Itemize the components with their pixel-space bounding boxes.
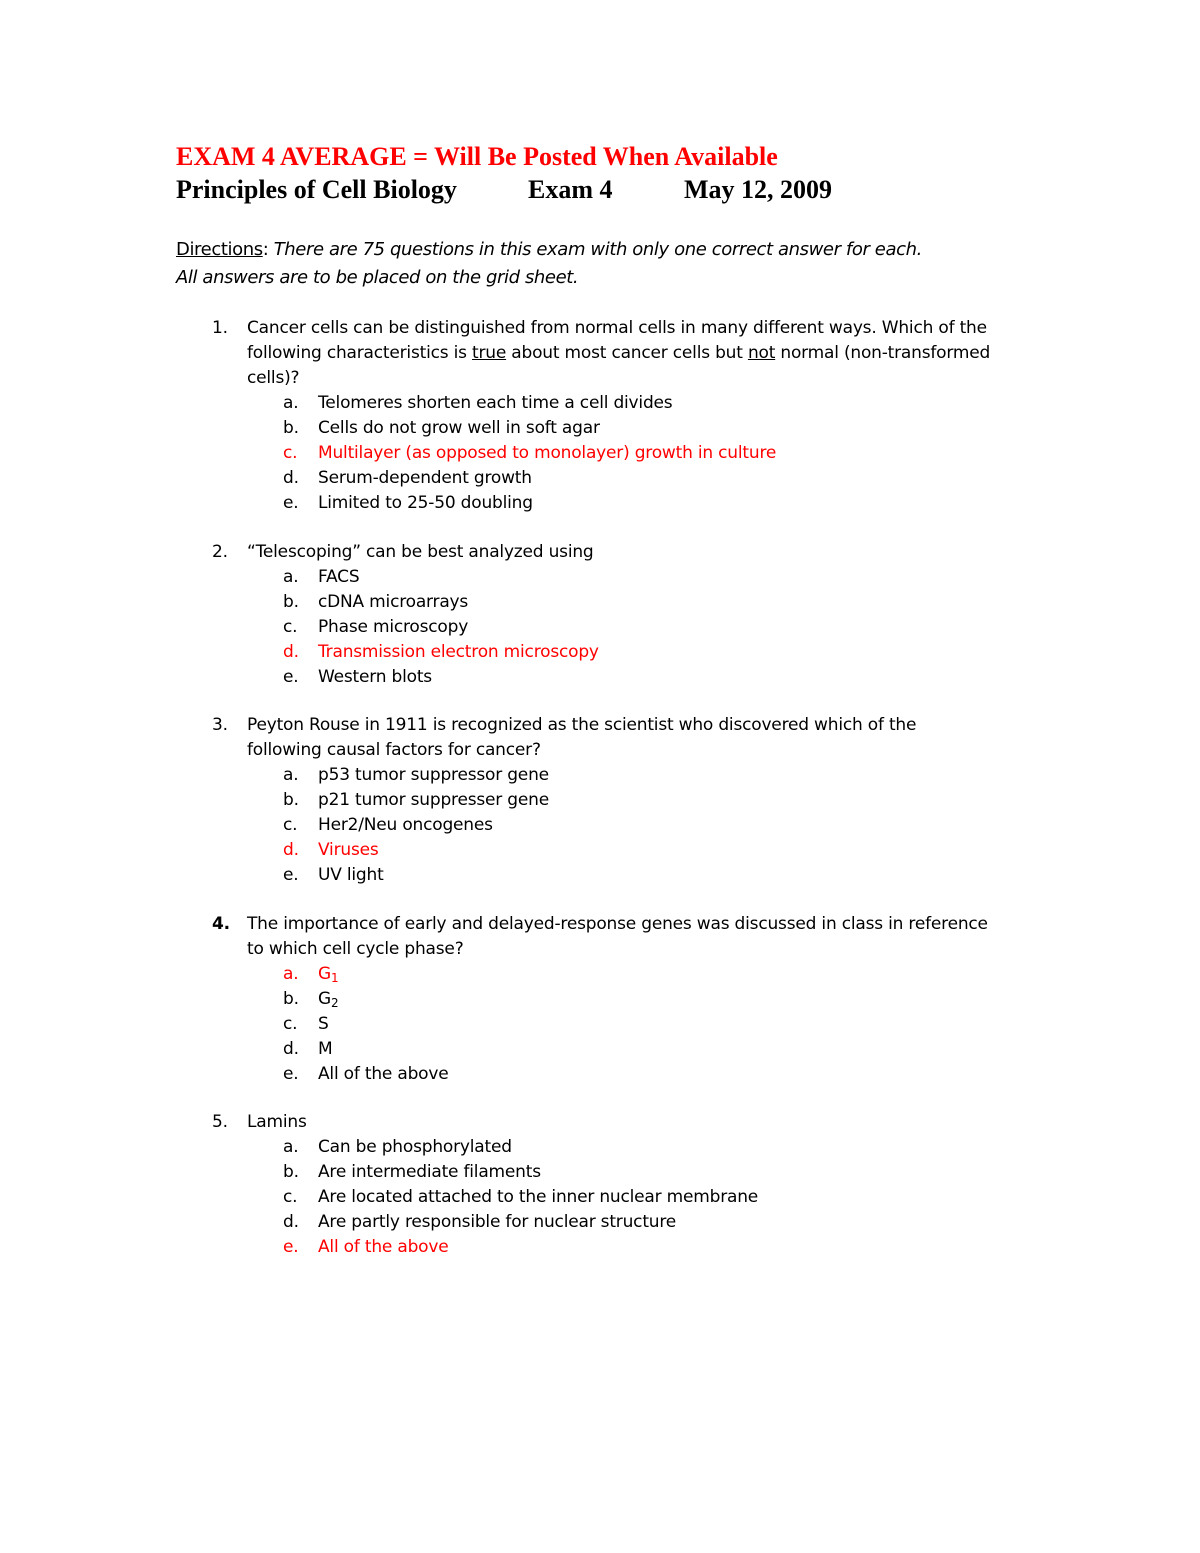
question-text — [247, 713, 916, 763]
option-text-main: Multilayer (as opposed to monolayer) growth in culture — [318, 443, 777, 463]
question-text-line — [247, 316, 990, 341]
exam-title-line — [176, 173, 1076, 207]
emphasis-text: not — [747, 343, 776, 363]
option-text — [318, 590, 468, 615]
option-text-main: S — [318, 1014, 329, 1034]
option-text — [318, 441, 776, 466]
answer-option — [0, 763, 1200, 788]
question-text-line — [247, 540, 594, 565]
question-text-part: Cancer cells can be distinguished from normal cells in many different ways. Which of the — [247, 318, 987, 338]
answer-option — [0, 565, 1200, 590]
option-text-main: Western blots — [318, 667, 432, 687]
option-text — [318, 391, 672, 416]
option-subscript: 2 — [330, 996, 339, 1010]
question-text-line — [247, 1110, 307, 1135]
option-text-main: G — [318, 964, 331, 984]
answer-option — [0, 665, 1200, 690]
answer-option — [0, 1135, 1200, 1160]
question-number: 5. — [212, 1112, 228, 1132]
option-text — [318, 763, 549, 788]
option-letter: e. — [283, 667, 299, 687]
option-text — [318, 1135, 512, 1160]
option-letter: e. — [283, 1064, 299, 1084]
option-text — [318, 863, 384, 888]
option-text-main: Telomeres shorten each time a cell divides — [318, 393, 673, 413]
answer-option — [0, 416, 1200, 441]
option-letter: c. — [283, 815, 298, 835]
answer-option-correct — [0, 838, 1200, 863]
question-number: 2. — [212, 542, 228, 562]
answer-option-correct — [0, 1235, 1200, 1260]
exam-number: Exam 4 — [528, 175, 613, 204]
option-text — [318, 491, 533, 516]
option-letter: c. — [283, 1014, 298, 1034]
answer-option-correct — [0, 640, 1200, 665]
exam-date: May 12, 2009 — [684, 175, 833, 204]
option-text — [318, 466, 532, 491]
option-text-main: M — [318, 1039, 333, 1059]
emphasis-text: true — [472, 343, 507, 363]
option-text — [318, 665, 432, 690]
directions-line-1 — [176, 236, 1056, 264]
option-letter: a. — [283, 964, 299, 984]
option-letter: b. — [283, 1162, 299, 1182]
question-text-line — [247, 366, 990, 391]
course-title: Principles of Cell Biology — [176, 175, 457, 204]
option-text-main: Serum-dependent growth — [318, 468, 532, 488]
option-letter: b. — [283, 418, 299, 438]
answer-options — [0, 391, 1200, 516]
question-text-part: normal (non-transformed — [775, 343, 991, 363]
answer-option — [0, 1062, 1200, 1087]
question-text-line — [247, 713, 916, 738]
option-letter: c. — [283, 443, 298, 463]
option-text — [318, 416, 600, 441]
question-text-line — [247, 912, 988, 937]
option-letter: b. — [283, 790, 299, 810]
option-text — [318, 1235, 449, 1260]
question-text-part: following characteristics is — [247, 343, 472, 363]
option-text-main: Transmission electron microscopy — [318, 642, 599, 662]
question-number: 3. — [212, 715, 228, 735]
answer-option — [0, 1185, 1200, 1210]
question-text-line — [247, 341, 990, 366]
option-text — [318, 1185, 758, 1210]
option-text — [318, 813, 493, 838]
option-letter: d. — [283, 1212, 299, 1232]
answer-option — [0, 615, 1200, 640]
answer-options — [0, 565, 1200, 690]
option-text — [318, 838, 379, 863]
option-text-main: Cells do not grow well in soft agar — [318, 418, 600, 438]
option-text — [318, 962, 338, 987]
answer-option — [0, 590, 1200, 615]
question-text-part: to which cell cycle phase? — [247, 939, 464, 959]
option-letter: a. — [283, 765, 299, 785]
option-text-main: Her2/Neu oncogenes — [318, 815, 493, 835]
question-number: 4. — [212, 914, 230, 934]
option-subscript: 1 — [330, 971, 339, 985]
directions-label: Directions — [176, 239, 263, 260]
option-text-main: All of the above — [318, 1237, 449, 1257]
option-text — [318, 615, 468, 640]
question-text-line — [247, 937, 988, 962]
question-number: 1. — [212, 318, 228, 338]
option-text-main: Are located attached to the inner nuclear membrane — [318, 1187, 759, 1207]
directions-colon: : — [262, 239, 269, 260]
question-text-line — [247, 738, 916, 763]
answer-options — [0, 763, 1200, 888]
question-text-part: Lamins — [247, 1112, 307, 1132]
question-text — [247, 316, 990, 391]
option-text — [318, 640, 599, 665]
option-text — [318, 565, 359, 590]
option-text-main: Are intermediate filaments — [318, 1162, 541, 1182]
option-text — [318, 1012, 329, 1037]
option-letter: e. — [283, 493, 299, 513]
answer-option — [0, 1037, 1200, 1062]
option-text — [318, 987, 338, 1012]
answer-option — [0, 788, 1200, 813]
option-letter: d. — [283, 642, 299, 662]
answer-option — [0, 1160, 1200, 1185]
question-text-part: following causal factors for cancer? — [247, 740, 541, 760]
option-letter: d. — [283, 468, 299, 488]
option-letter: b. — [283, 989, 299, 1009]
option-text-main: UV light — [318, 865, 384, 885]
option-text — [318, 1037, 332, 1062]
option-text-main: Are partly responsible for nuclear structure — [318, 1212, 677, 1232]
option-text-main: Phase microscopy — [318, 617, 469, 637]
option-letter: a. — [283, 393, 299, 413]
question-text-part: Peyton Rouse in 1911 is recognized as the scientist who discovered which of the — [247, 715, 917, 735]
answer-option-correct — [0, 441, 1200, 466]
option-text-main: p53 tumor suppressor gene — [318, 765, 549, 785]
exam-average-heading: EXAM 4 AVERAGE = Will Be Posted When Available — [176, 142, 778, 171]
option-letter: a. — [283, 1137, 299, 1157]
answer-option — [0, 863, 1200, 888]
answer-options — [0, 1135, 1200, 1260]
answer-option — [0, 391, 1200, 416]
option-letter: e. — [283, 1237, 299, 1257]
option-text-main: All of the above — [318, 1064, 449, 1084]
question-text-part: The importance of early and delayed-response genes was discussed in class in reference — [247, 914, 988, 934]
answer-option-correct — [0, 962, 1200, 987]
option-letter: b. — [283, 592, 299, 612]
option-letter: e. — [283, 865, 299, 885]
question-text-part: “Telescoping” can be best analyzed using — [247, 542, 594, 562]
directions-text-1: There are 75 questions in this exam with only one correct answer for each. — [268, 239, 922, 260]
answer-options — [0, 962, 1200, 1087]
answer-option — [0, 1210, 1200, 1235]
question-text-part: cells)? — [247, 368, 300, 388]
option-text-main: p21 tumor suppresser gene — [318, 790, 549, 810]
option-letter: c. — [283, 1187, 298, 1207]
answer-option — [0, 987, 1200, 1012]
option-text — [318, 788, 549, 813]
option-letter: a. — [283, 567, 299, 587]
option-text — [318, 1210, 676, 1235]
option-letter: d. — [283, 840, 299, 860]
option-text — [318, 1062, 449, 1087]
option-letter: c. — [283, 617, 298, 637]
question-text-part: about most cancer cells but — [506, 343, 748, 363]
directions — [176, 236, 1056, 292]
directions-text-2: All answers are to be placed on the grid sheet. — [176, 267, 579, 288]
option-text-main: G — [318, 989, 331, 1009]
answer-option — [0, 813, 1200, 838]
answer-option — [0, 491, 1200, 516]
answer-option — [0, 1012, 1200, 1037]
option-text-main: cDNA microarrays — [318, 592, 469, 612]
question-text — [247, 1110, 307, 1135]
question-text — [247, 912, 988, 962]
option-text-main: Limited to 25-50 doubling — [318, 493, 533, 513]
option-text-main: Viruses — [318, 840, 379, 860]
question-text — [247, 540, 594, 565]
option-text-main: FACS — [318, 567, 360, 587]
option-text — [318, 1160, 541, 1185]
answer-option — [0, 466, 1200, 491]
option-text-main: Can be phosphorylated — [318, 1137, 512, 1157]
option-letter: d. — [283, 1039, 299, 1059]
